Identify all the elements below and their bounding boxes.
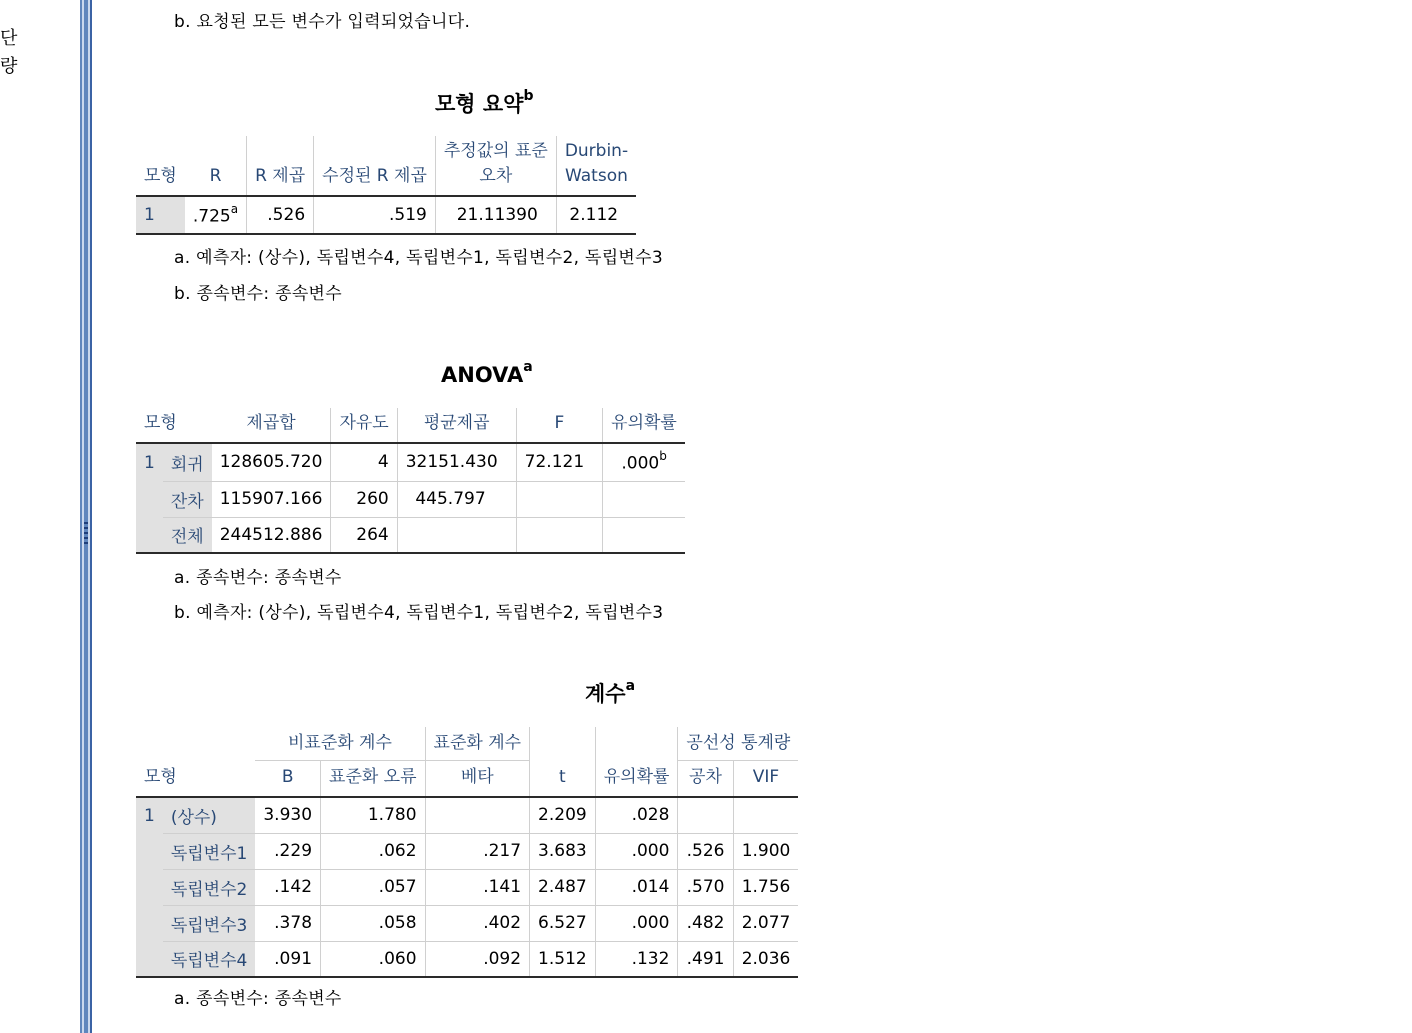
cell-t: 2.209 bbox=[530, 797, 596, 833]
row-label: 독립변수4 bbox=[163, 941, 256, 977]
outline-item-fragment[interactable]: 량 bbox=[0, 56, 18, 77]
cell-sig: .132 bbox=[595, 941, 678, 977]
cell-beta bbox=[425, 797, 530, 833]
cell-f: 72.121 bbox=[516, 443, 602, 481]
cell-df: 260 bbox=[331, 481, 397, 517]
header-significance: 유의확률 bbox=[603, 408, 685, 443]
header-adj-r-squared: 수정된 R 제곱 bbox=[314, 136, 436, 196]
cell-ss: 115907.166 bbox=[212, 481, 331, 517]
header-r-squared: R 제곱 bbox=[247, 136, 314, 196]
header-t: t bbox=[530, 727, 596, 797]
header-model: 모형 bbox=[136, 136, 185, 196]
cell-beta: .092 bbox=[425, 941, 530, 977]
header-group-unstandardized: 비표준화 계수 bbox=[255, 727, 425, 760]
cell-b: .378 bbox=[255, 905, 320, 941]
outline-pane[interactable] bbox=[0, 0, 80, 1033]
cell-r: .725$^a$ bbox=[185, 196, 247, 234]
cell-std-error: .058 bbox=[321, 905, 426, 941]
model-number: 1 bbox=[136, 196, 185, 234]
outline-item-fragment[interactable]: 단 bbox=[0, 28, 18, 49]
cell-ms bbox=[397, 517, 516, 553]
cell-sig: .000 bbox=[595, 905, 678, 941]
cell-vif: 2.077 bbox=[733, 905, 798, 941]
anova-table[interactable] bbox=[136, 408, 685, 554]
cell-vif: 1.900 bbox=[733, 833, 798, 869]
cell-std-error: .060 bbox=[321, 941, 426, 977]
cell-t: 6.527 bbox=[530, 905, 596, 941]
row-label-total: 전체 bbox=[163, 517, 212, 553]
cell-f bbox=[516, 481, 602, 517]
cell-tolerance: .570 bbox=[678, 869, 733, 905]
footnote: b. 요청된 모든 변수가 입력되었습니다. bbox=[174, 12, 471, 32]
cell-sig: .000 bbox=[595, 833, 678, 869]
cell-df: 264 bbox=[331, 517, 397, 553]
cell-sig bbox=[603, 517, 685, 553]
model-summary-title: 모형 요약$^b$ bbox=[435, 88, 534, 116]
cell-r-squared: .526 bbox=[247, 196, 314, 234]
header-std-error: 추정값의 표준 오차 bbox=[435, 136, 556, 196]
cell-b: 3.930 bbox=[255, 797, 320, 833]
cell-f bbox=[516, 517, 602, 553]
cell-tolerance bbox=[678, 797, 733, 833]
cell-df: 4 bbox=[331, 443, 397, 481]
header-r: R bbox=[185, 136, 247, 196]
header-f: F bbox=[516, 408, 602, 443]
coefficients-title: 계수$^a$ bbox=[585, 678, 636, 706]
cell-sig bbox=[603, 481, 685, 517]
row-label: 독립변수3 bbox=[163, 905, 256, 941]
header-group-collinearity: 공선성 통계량 bbox=[678, 727, 798, 760]
model-summary-table[interactable] bbox=[136, 136, 636, 235]
footnote: b. 종속변수: 종속변수 bbox=[174, 284, 343, 304]
cell-sig: .028 bbox=[595, 797, 678, 833]
header-model: 모형 bbox=[136, 408, 212, 443]
header-std-error: 표준화 오류 bbox=[321, 760, 426, 797]
coefficients-table[interactable] bbox=[136, 727, 798, 978]
cell-t: 1.512 bbox=[530, 941, 596, 977]
header-group-standardized: 표준화 계수 bbox=[425, 727, 530, 760]
footnote: a. 종속변수: 종속변수 bbox=[174, 568, 342, 588]
row-label: 독립변수2 bbox=[163, 869, 256, 905]
header-b: B bbox=[255, 760, 320, 797]
header-df: 자유도 bbox=[331, 408, 397, 443]
row-label: (상수) bbox=[163, 797, 256, 833]
header-sum-of-squares: 제곱합 bbox=[212, 408, 331, 443]
footnote: b. 예측자: (상수), 독립변수4, 독립변수1, 독립변수2, 독립변수3 bbox=[174, 603, 664, 623]
cell-t: 2.487 bbox=[530, 869, 596, 905]
cell-sig: .000$^b$ bbox=[603, 443, 685, 481]
cell-std-error: 21.11390 bbox=[435, 196, 556, 234]
footnote: a. 종속변수: 종속변수 bbox=[174, 989, 342, 1009]
header-mean-square: 평균제곱 bbox=[397, 408, 516, 443]
header-beta: 베타 bbox=[425, 760, 530, 797]
footnote: a. 예측자: (상수), 독립변수4, 독립변수1, 독립변수2, 독립변수3 bbox=[174, 248, 663, 268]
anova-title: ANOVA$^a$ bbox=[441, 359, 533, 387]
cell-b: .229 bbox=[255, 833, 320, 869]
cell-std-error: .062 bbox=[321, 833, 426, 869]
cell-sig: .014 bbox=[595, 869, 678, 905]
header-vif: VIF bbox=[733, 760, 798, 797]
cell-adj-r-squared: .519 bbox=[314, 196, 436, 234]
cell-beta: .141 bbox=[425, 869, 530, 905]
cell-beta: .402 bbox=[425, 905, 530, 941]
cell-vif: 2.036 bbox=[733, 941, 798, 977]
pane-splitter[interactable] bbox=[80, 0, 94, 1033]
cell-std-error: 1.780 bbox=[321, 797, 426, 833]
cell-tolerance: .491 bbox=[678, 941, 733, 977]
model-number: 1 bbox=[136, 797, 163, 977]
header-significance: 유의확률 bbox=[595, 727, 678, 797]
cell-tolerance: .482 bbox=[678, 905, 733, 941]
cell-b: .142 bbox=[255, 869, 320, 905]
row-label: 독립변수1 bbox=[163, 833, 256, 869]
cell-ss: 128605.720 bbox=[212, 443, 331, 481]
header-durbin-watson: Durbin- Watson bbox=[556, 136, 636, 196]
row-label-regression: 회귀 bbox=[163, 443, 212, 481]
header-tolerance: 공차 bbox=[678, 760, 733, 797]
cell-ss: 244512.886 bbox=[212, 517, 331, 553]
model-number: 1 bbox=[136, 443, 163, 553]
splitter-grip-icon[interactable] bbox=[84, 522, 88, 546]
cell-ms: 32151.430 bbox=[397, 443, 516, 481]
cell-durbin-watson: 2.112 bbox=[556, 196, 636, 234]
cell-b: .091 bbox=[255, 941, 320, 977]
cell-vif bbox=[733, 797, 798, 833]
cell-vif: 1.756 bbox=[733, 869, 798, 905]
cell-ms: 445.797 bbox=[397, 481, 516, 517]
cell-beta: .217 bbox=[425, 833, 530, 869]
cell-tolerance: .526 bbox=[678, 833, 733, 869]
cell-t: 3.683 bbox=[530, 833, 596, 869]
header-model: 모형 bbox=[136, 727, 255, 797]
cell-std-error: .057 bbox=[321, 869, 426, 905]
row-label-residual: 잔차 bbox=[163, 481, 212, 517]
